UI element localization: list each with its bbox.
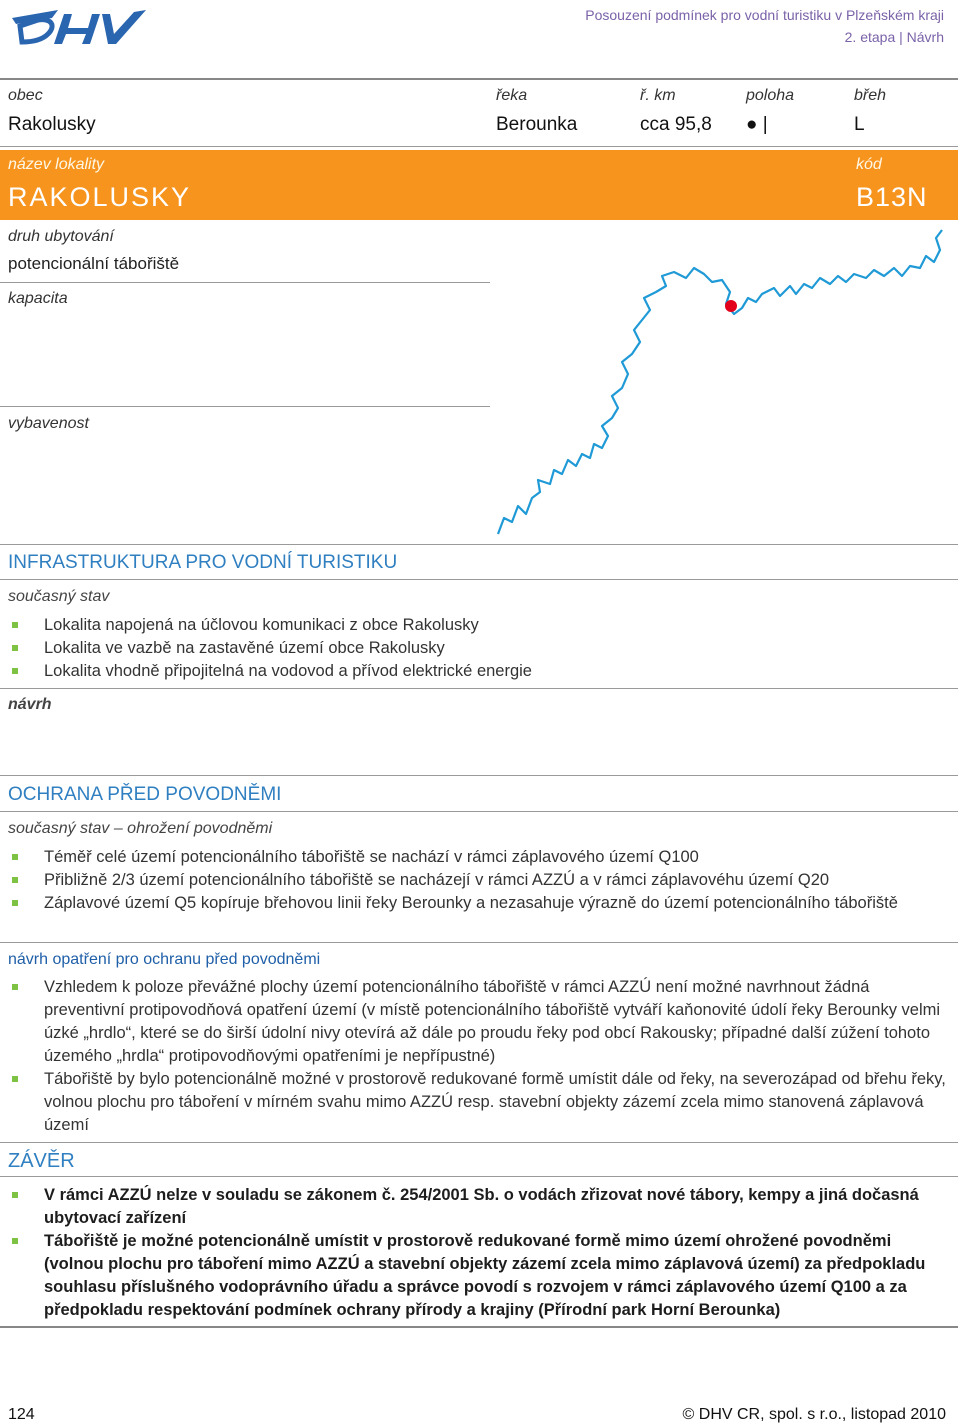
poloha-value: ● | xyxy=(746,114,768,135)
bullet-icon xyxy=(12,877,18,883)
bullet-icon xyxy=(12,984,18,990)
list-item xyxy=(10,846,950,869)
breh-label: břeh xyxy=(854,87,887,104)
location-marker xyxy=(725,300,737,312)
river-line xyxy=(498,230,942,534)
list-item xyxy=(10,1068,950,1137)
ochrana-stav-label: současný stav – ohrožení povodněmi xyxy=(8,820,273,837)
km-label: ř. km xyxy=(640,87,676,104)
breh-value: L xyxy=(854,114,865,135)
lokalita-band xyxy=(0,150,958,220)
page-number: 124 xyxy=(8,1406,35,1423)
vybavenost-label: vybavenost xyxy=(8,415,89,432)
km-value: cca 95,8 xyxy=(640,114,712,135)
kod-label: kód xyxy=(856,156,882,173)
bullet-icon xyxy=(12,1192,18,1198)
kod-value: B13N xyxy=(856,182,928,212)
bullet-icon xyxy=(12,1238,18,1244)
list-item xyxy=(10,976,950,1068)
infrastruktura-navrh-label: návrh xyxy=(8,696,52,713)
ochrana-navrh-label: návrh opatření pro ochranu před povodněmi xyxy=(8,951,321,968)
document-stage: 2. etapa | Návrh xyxy=(844,29,944,45)
druh-ubytovani-value: potencionální tábořiště xyxy=(8,254,180,273)
dhv-logo-mark xyxy=(8,4,148,48)
list-item xyxy=(10,660,950,683)
reka-label: řeka xyxy=(496,87,528,104)
river-map-svg xyxy=(490,222,958,544)
list-item xyxy=(10,1184,950,1230)
list-item-text: Lokalita vhodně připojitelná na vodovod a přívod elektrické energie xyxy=(44,662,532,680)
dhv-logo xyxy=(8,4,148,48)
copyright: © DHV CR, spol. s r.o., listopad 2010 xyxy=(682,1406,946,1423)
bullet-icon xyxy=(12,1076,18,1082)
list-item-text: V rámci AZZÚ nelze v souladu se zákonem č. 254/2001 Sb. o vodách zřizovat nové tábory, kempy a jiná dočasná ubytovací zařízení xyxy=(44,1186,919,1227)
list-item-text: Přibližně 2/3 území potencionálního tábořiště se nacházejí v rámci AZZÚ a v rámci záplavovéhu území Q20 xyxy=(44,871,830,889)
nazev-lokality-label: název lokality xyxy=(8,156,105,173)
list-item xyxy=(10,614,950,637)
list-item xyxy=(10,637,950,660)
zaver-list xyxy=(10,1184,950,1322)
list-item xyxy=(10,869,950,892)
ochrana-navrh-list xyxy=(10,976,950,1137)
infrastruktura-list xyxy=(10,614,950,683)
list-item-text: Lokalita ve vazbě na zastavěné území obce Rakolusky xyxy=(44,639,445,657)
bullet-icon xyxy=(12,854,18,860)
bullet-icon xyxy=(12,668,18,674)
bullet-icon xyxy=(12,645,18,651)
reka-value: Berounka xyxy=(496,114,578,135)
obec-label: obec xyxy=(8,87,43,104)
list-item-text: Téměř celé území potencionálního tábořiště se nachází v rámci záplavového území Q100 xyxy=(44,848,699,866)
list-item-text: Tábořiště je možné potencionálně umístit v prostorově redukované formě mimo území ohrožené povodněmi (volnou plochu pro táboření mimo AZZÚ a stavební objekty zázemí zcela mimo záplavová území) za předpokladu souhlasu příslušného vodoprávního úřadu a správce povodí s rozvojem v rámci záplavového území Q100 a za předpokladu respektování podmínek ochrany přírody a krajiny (Přírodní park Horní Berounka) xyxy=(44,1232,926,1319)
obec-value: Rakolusky xyxy=(8,114,96,135)
list-item xyxy=(10,892,950,915)
poloha-label: poloha xyxy=(746,87,795,104)
list-item xyxy=(10,1230,950,1322)
zaver-title: ZÁVĚR xyxy=(8,1150,75,1172)
infrastruktura-title: INFRASTRUKTURA PRO VODNÍ TURISTIKU xyxy=(8,552,398,573)
nazev-lokality-value: RAKOLUSKY xyxy=(8,182,192,212)
list-item-text: Tábořiště by bylo potencionálně možné v prostorově redukované formě umístit dále od řeky, na severozápad od břehu řeky, volnou plochu pro táboření v mírném svahu mimo AZZÚ resp. stavební objekty zázemí zcela mimo stanovená záplavová území xyxy=(44,1070,946,1134)
infrastruktura-stav-label: současný stav xyxy=(8,588,110,605)
list-item-text: Vzhledem k poloze převážné plochy území potencionálního tábořiště v rámci AZZÚ není možné navrhnout žádná preventivní protipovodňová opatření území (v místě potencionálního tábořiště vytváří kaňonovité údolí řeky Berounky velmi úzké „hrdlo“, které se do širší údolní nivy otevírá až dále po proudu řeky pod obcí Rakousky; případné další zúžení tohoto územého „hrdla“ protipovodňovými opatřeními je nepřípustné) xyxy=(44,978,941,1065)
kapacita-label: kapacita xyxy=(8,290,68,307)
druh-ubytovani-label: druh ubytování xyxy=(8,228,114,245)
bullet-icon xyxy=(12,622,18,628)
document-title: Posouzení podmínek pro vodní turistiku v Plzeňském kraji xyxy=(585,7,944,23)
ochrana-list xyxy=(10,846,950,915)
bullet-icon xyxy=(12,900,18,906)
list-item-text: Záplavové území Q5 kopíruje břehovou linii řeky Berounky a nezasahuje výrazně do území potencionálního tábořiště xyxy=(44,894,898,912)
river-map xyxy=(490,222,958,544)
list-item-text: Lokalita napojená na účlovou komunikaci z obce Rakolusky xyxy=(44,616,479,634)
ochrana-title: OCHRANA PŘED POVODNĚMI xyxy=(8,784,282,805)
